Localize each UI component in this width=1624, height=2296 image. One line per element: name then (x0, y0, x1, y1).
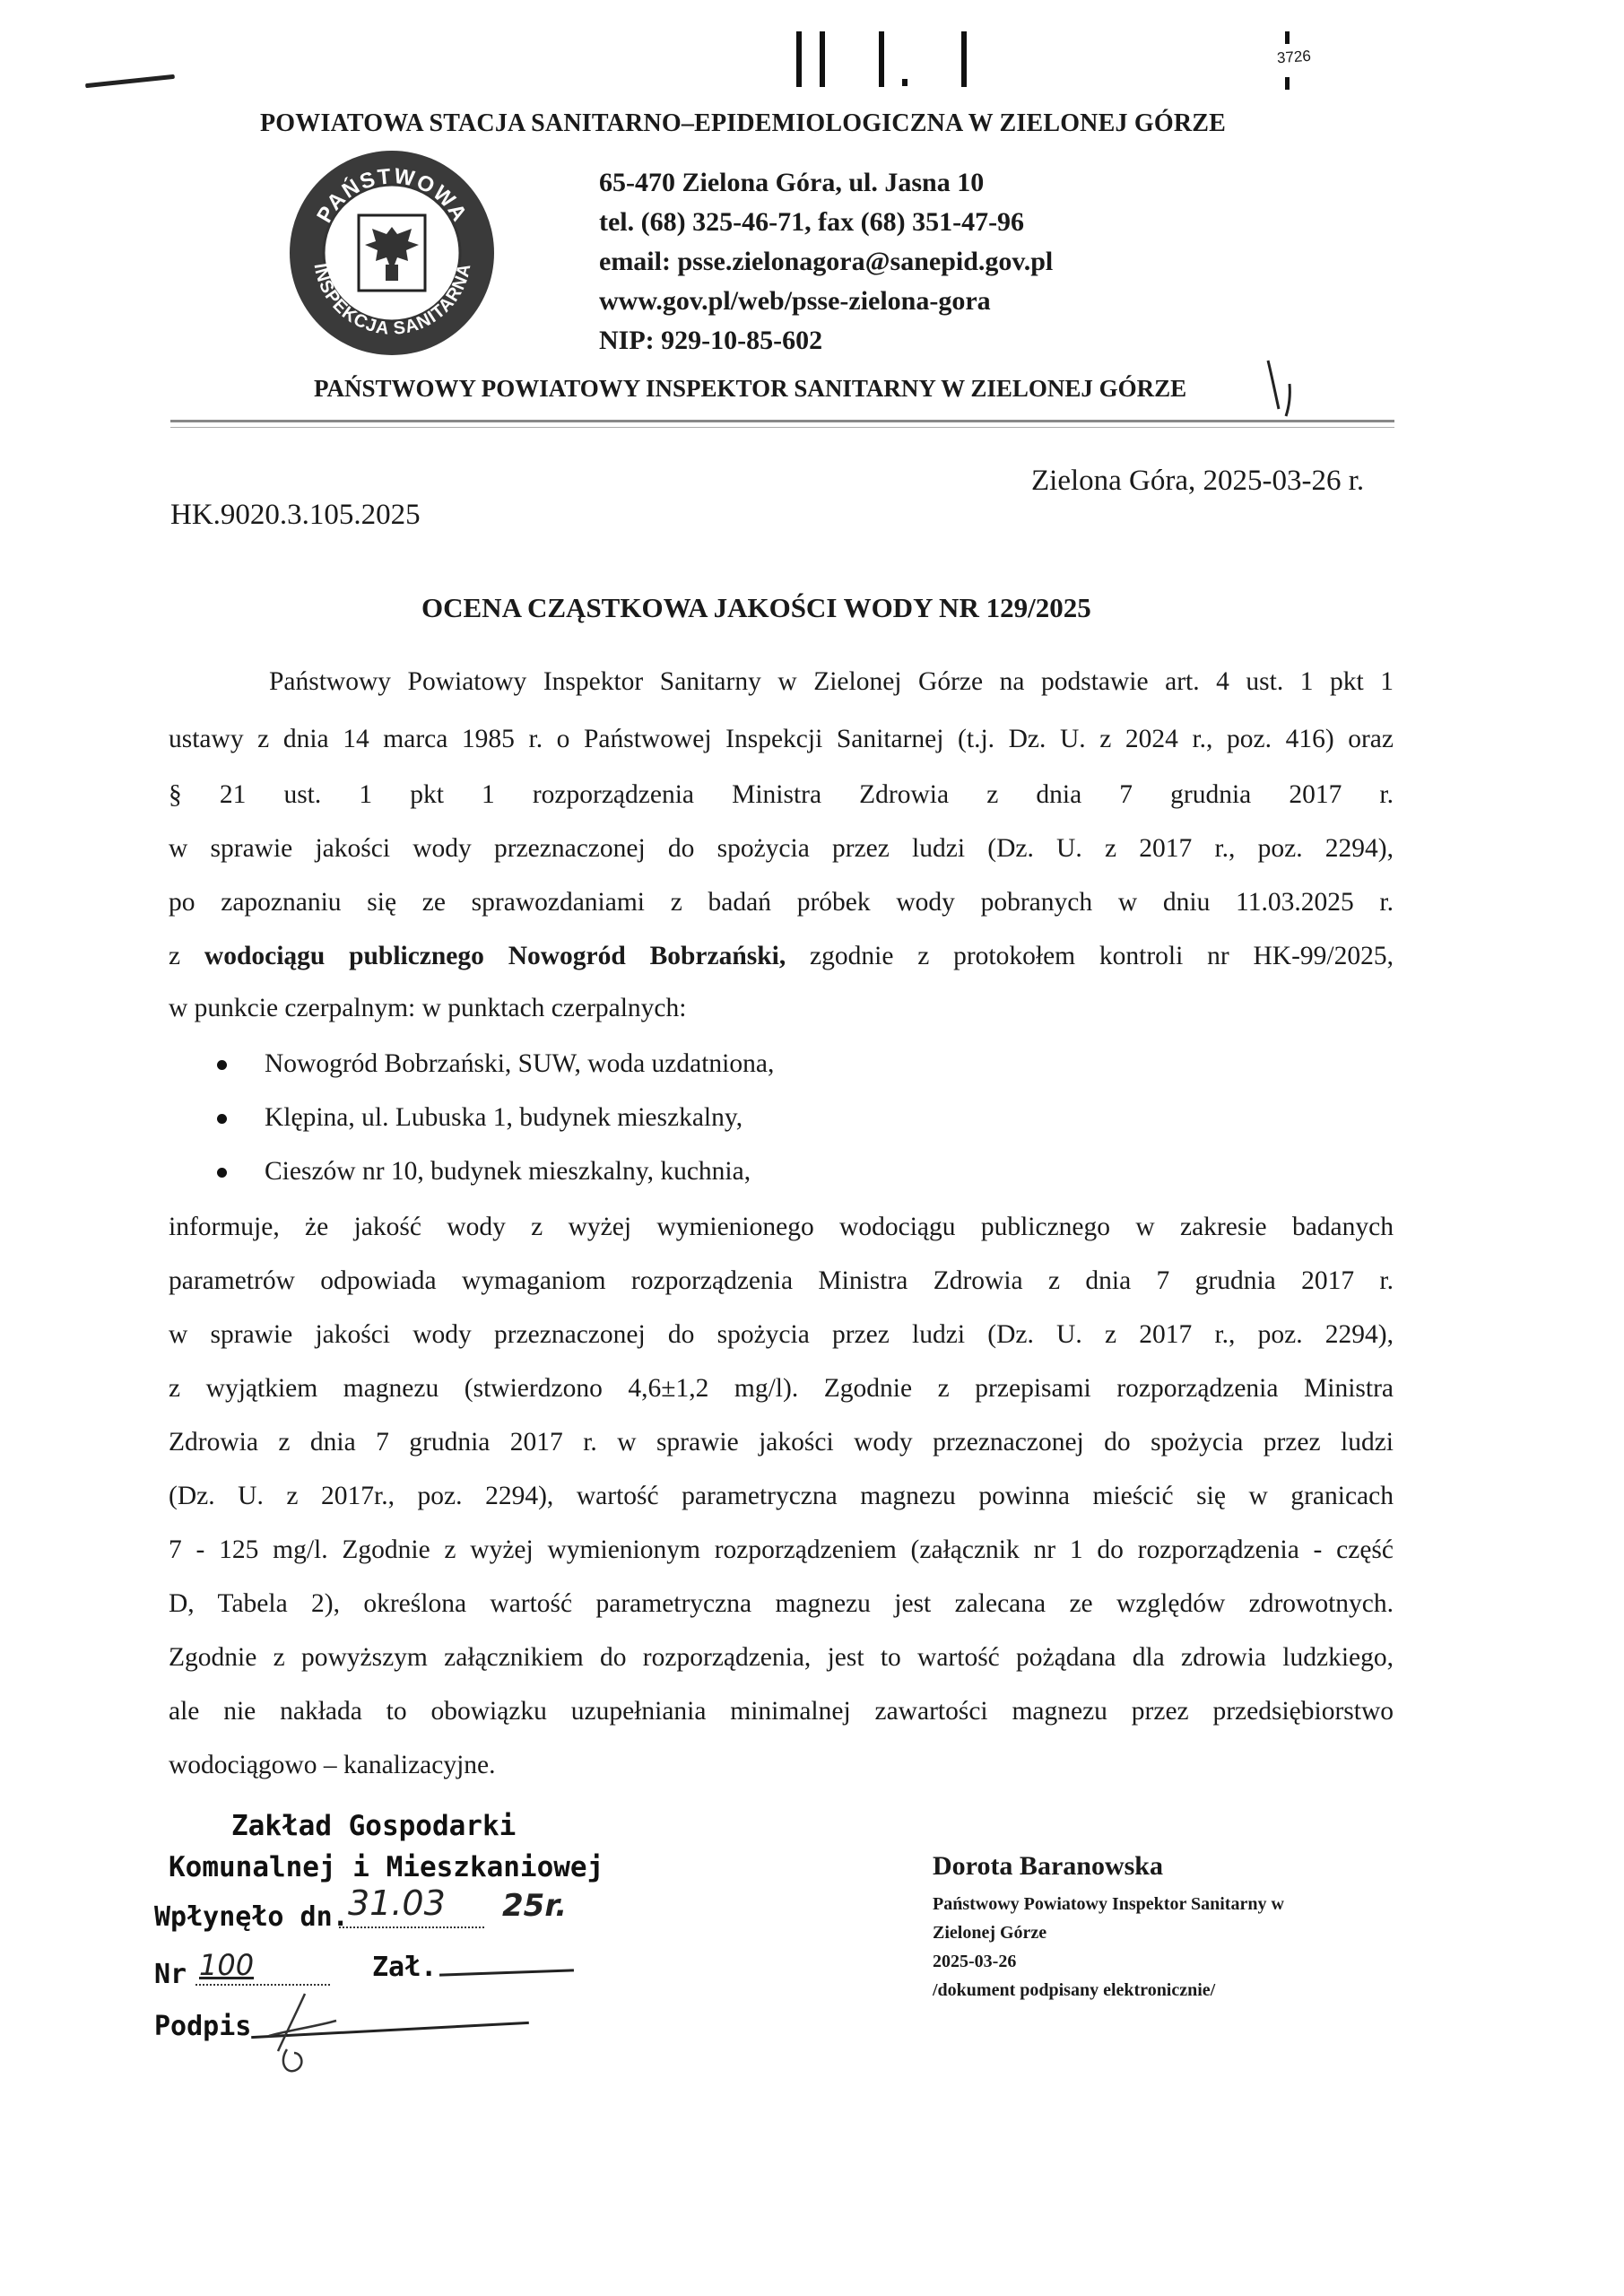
body-text: z (169, 942, 204, 970)
email: email: psse.zielonagora@sanepid.gov.pl (599, 247, 1054, 276)
received-stamp-line1: Zakład Gospodarki (231, 1810, 517, 1842)
place-and-date: Zielona Góra, 2025-03-26 r. (1031, 465, 1365, 497)
body-line: ale nie nakłada to obowiązku uzupełniania minimalnej zawartości magnezu przez przedsiębiorstwo (169, 1697, 1394, 1726)
body-line: w sprawie jakości wody przeznaczonej do spożycia przez ludzi (Dz. U. z 2017 r., poz. 2294), (169, 834, 1394, 863)
body-line: 7 - 125 mg/l. Zgodnie z wyżej wymienionym rozporządzeniem (załącznik nr 1 do rozporządzenia - część (169, 1535, 1394, 1564)
nr-label: Nr (154, 1959, 187, 1990)
address: 65-470 Zielona Góra, ul. Jasna 10 (599, 168, 985, 197)
signatory-name: Dorota Baranowska (933, 1851, 1163, 1881)
body-line: D, Tabela 2), określona wartość parametryczna magnezu jest zalecana ze względów zdrowotnych. (169, 1589, 1394, 1618)
phone-fax: tel. (68) 325-46-71, fax (68) 351-47-96 (599, 207, 1025, 237)
received-year: 25r. (502, 1888, 568, 1924)
header-divider (170, 420, 1394, 422)
nr-value: 100 (199, 1948, 255, 1982)
received-date: 31.03 (348, 1883, 446, 1923)
signatory-role-cont: Zielonej Górze (933, 1923, 1047, 1943)
body-line: Państwowy Powiatowy Inspektor Sanitarny w Zielonej Górze na podstawie art. 4 ust. 1 pkt 1 (269, 667, 1394, 696)
body-line: Zdrowia z dnia 7 grudnia 2017 r. w sprawie jakości wody przeznaczonej do spożycia przez ludzi (169, 1428, 1394, 1457)
institution-name: POWIATOWA STACJA SANITARNO–EPIDEMIOLOGICZNA W ZIELONEJ GÓRZE (260, 109, 1226, 137)
body-line: Zgodnie z powyższym załącznikiem do rozporządzenia, jest to wartość pożądana dla zdrowia ludzkiego, (169, 1643, 1394, 1672)
signatory-role: Państwowy Powiatowy Inspektor Sanitarny w (933, 1894, 1284, 1914)
nip: NIP: 929-10-85-602 (599, 326, 823, 355)
inspector-title: PAŃSTWOWY POWIATOWY INSPEKTOR SANITARNY W ZIELONEJ GÓRZE (314, 375, 1187, 402)
signature-date: 2025-03-26 (933, 1952, 1017, 1971)
barcode-mark (1285, 77, 1290, 90)
body-line: informuje, że jakość wody z wyżej wymienionego wodociągu publicznego w zakresie badanych (169, 1213, 1394, 1241)
body-line: po zapoznaniu się ze sprawozdaniami z badań próbek wody pobranych w dniu 11.03.2025 r. (169, 888, 1394, 917)
received-label: Wpłynęło dn. (154, 1901, 349, 1933)
body-line: z wyjątkiem magnezu (stwierdzono 4,6±1,2 mg/l). Zgodnie z przepisami rozporządzenia Ministra (169, 1374, 1394, 1403)
body-line (169, 942, 1394, 971)
barcode-mark (879, 31, 884, 87)
barcode-mark (961, 31, 967, 87)
barcode-mark (1285, 31, 1290, 44)
bullet-icon (217, 1060, 227, 1070)
handwritten-check-icon (1263, 357, 1298, 420)
body-text: zgodnie z protokołem kontroli nr HK-99/2025, (786, 942, 1394, 970)
body-line: § 21 ust. 1 pkt 1 rozporządzenia Ministra Zdrowia z dnia 7 grudnia 2017 r. (169, 780, 1394, 809)
body-line: parametrów odpowiada wymaganiom rozporządzenia Ministra Zdrowia z dnia 7 grudnia 2017 r. (169, 1266, 1394, 1295)
attachments-line (439, 1969, 574, 1976)
emblem-text-bottom: INSPEKCJA SANITARNA (309, 261, 475, 339)
received-date-line (339, 1926, 484, 1928)
body-line: w punkcie czerpalnym: w punktach czerpalnych: (169, 994, 687, 1022)
website: www.gov.pl/web/psse-zielona-gora (599, 286, 991, 316)
body-line: wodociągowo – kanalizacyjne. (169, 1751, 496, 1779)
sampling-point: Klępina, ul. Lubuska 1, budynek mieszkalny, (265, 1103, 743, 1132)
handwritten-signature-icon (251, 1987, 350, 2085)
barcode-mark (902, 79, 908, 86)
electronic-signature-note: /dokument podpisany elektronicznie/ (933, 1980, 1216, 2000)
contact-block (599, 163, 1053, 361)
body-line: w sprawie jakości wody przeznaczonej do spożycia przez ludzi (Dz. U. z 2017 r., poz. 2294), (169, 1320, 1394, 1349)
header-divider-thin (170, 427, 1394, 428)
sampling-point: Nowogród Bobrzański, SUW, woda uzdatniona, (265, 1049, 775, 1078)
emblem-text-top: PAŃSTWOWA (312, 163, 473, 228)
case-number: HK.9020.3.105.2025 (170, 499, 421, 531)
attachments-label: Zał. (372, 1952, 438, 1983)
body-line: (Dz. U. z 2017r., poz. 2294), wartość parametryczna magnezu powinna mieścić się w granicach (169, 1482, 1394, 1510)
registration-number: 3726 (1276, 47, 1312, 67)
scan-mark (85, 74, 175, 88)
barcode-mark (820, 31, 825, 87)
signature-label: Podpis (154, 2011, 252, 2042)
sampling-point: Cieszów nr 10, budynek mieszkalny, kuchnia, (265, 1157, 751, 1186)
sanitary-inspection-emblem-icon (287, 148, 498, 359)
document-title: OCENA CZĄSTKOWA JAKOŚCI WODY NR 129/2025 (421, 592, 1091, 623)
received-stamp-line2: Komunalnej i Mieszkaniowej (169, 1851, 604, 1883)
body-line: ustawy z dnia 14 marca 1985 r. o Państwowej Inspekcji Sanitarnej (t.j. Dz. U. z 2024 r., poz. 416) oraz (169, 725, 1394, 753)
barcode-mark (796, 31, 802, 87)
bullet-icon (217, 1168, 227, 1178)
water-supply-name: wodociągu publicznego Nowogród Bobrzański, (204, 942, 786, 970)
nr-line (195, 1984, 330, 1986)
bullet-icon (217, 1114, 227, 1124)
